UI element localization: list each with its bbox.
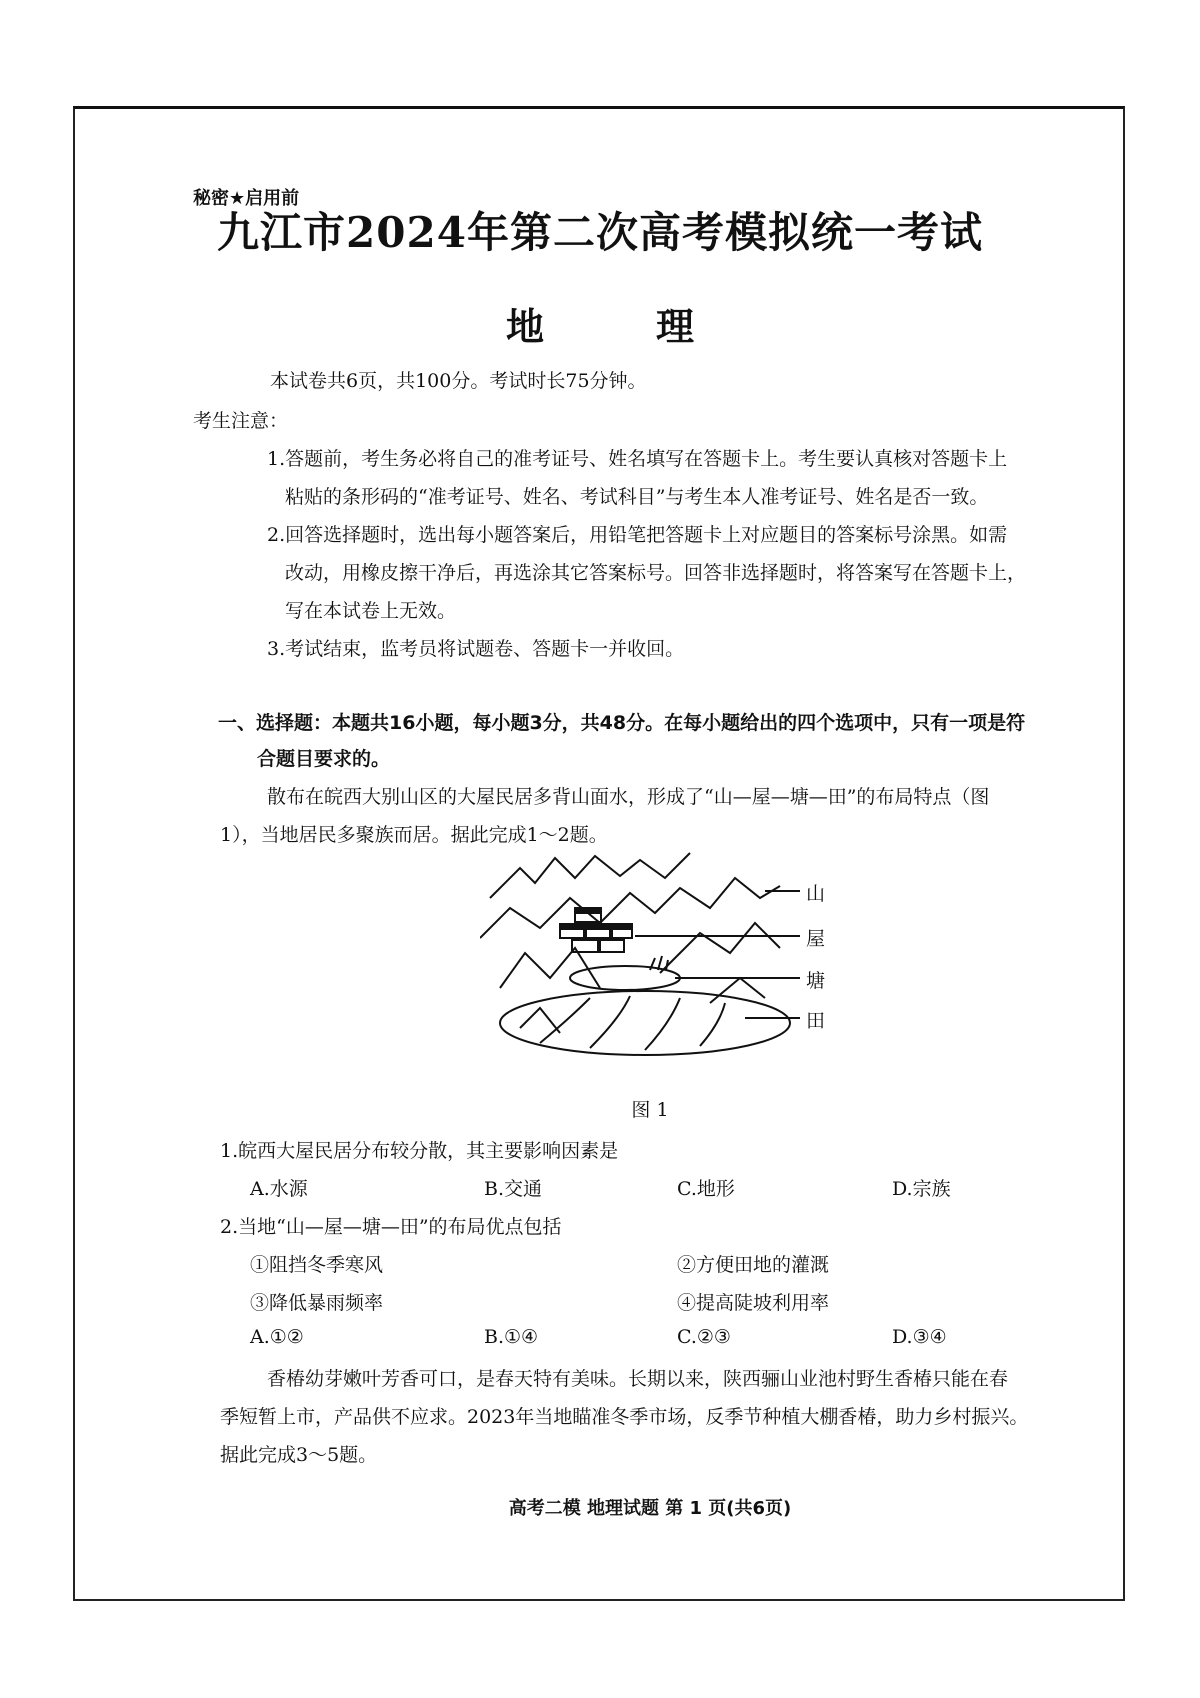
q2-item-3: ③降低暴雨频率 (250, 1292, 384, 1314)
figure-1-illustration (480, 838, 840, 1088)
exam-title: 九江市2024年第二次高考模拟统一考试 (217, 208, 983, 257)
pond (570, 966, 680, 990)
section-heading: 一、选择题：本题共16小题，每小题3分，共48分。在每小题给出的四个选项中，只有一项是符 (218, 712, 1026, 734)
passage-line: 1），当地居民多聚族而居。据此完成1～2题。 (220, 824, 608, 846)
passage-line: 散布在皖西大别山区的大屋民居多背山面水，形成了“山—屋—塘—田”的布局特点（图 (267, 786, 990, 808)
roof (587, 925, 609, 930)
house (600, 940, 624, 952)
question-2-stem: 2.当地“山—屋—塘—田”的布局优点包括 (220, 1216, 562, 1238)
notice-line: 粘贴的条形码的“准考证号、姓名、考试科目”与考生本人准考证号、姓名是否一致。 (285, 486, 989, 508)
notice-line: 写在本试卷上无效。 (285, 600, 457, 622)
passage-line: 季短暂上市，产品供不应求。2023年当地瞄准冬季市场，反季节种植大棚香椿，助力乡村振兴。 (220, 1406, 1029, 1428)
q2-item-4: ④提高陡坡利用率 (677, 1292, 830, 1314)
mountain-left (500, 948, 600, 988)
figure-caption: 图 1 (631, 1099, 669, 1121)
q1-option-b: B.交通 (484, 1178, 543, 1200)
roof (561, 925, 583, 930)
roof (613, 925, 631, 930)
q2-option-a: A.①② (250, 1326, 304, 1348)
subject-char-1: 地 (505, 304, 544, 349)
field (500, 991, 790, 1055)
notice-line: 1.答题前，考生务必将自己的准考证号、姓名填写在答题卡上。考生要认真核对答题卡上 (267, 448, 1008, 470)
subject-title (0, 296, 1200, 351)
label-house: 屋 (806, 928, 826, 950)
label-field: 田 (806, 1010, 826, 1032)
passage-line: 香椿幼芽嫩叶芳香可口，是春天特有美味。长期以来，陕西骊山业池村野生香椿只能在春 (267, 1368, 1009, 1390)
q2-item-2: ②方便田地的灌溉 (677, 1254, 830, 1276)
field-rows (540, 996, 725, 1050)
q1-option-a: A.水源 (250, 1178, 308, 1200)
passage-line: 据此完成3～5题。 (220, 1444, 378, 1466)
q2-option-b: B.①④ (484, 1326, 539, 1348)
notice-heading: 考生注意： (193, 410, 289, 432)
label-pond: 塘 (806, 970, 826, 992)
label-mountain: 山 (806, 883, 826, 905)
confidential-mark: 秘密★启用前 (193, 188, 300, 209)
landscape-sketch (480, 838, 840, 1088)
mountain-ridge-back (490, 853, 690, 898)
q1-option-c: C.地形 (677, 1178, 735, 1200)
page-footer: 高考二模 地理试题 第 1 页(共6页) (508, 1498, 792, 1519)
section-heading-cont: 合题目要求的。 (257, 748, 391, 770)
subject-char-2: 理 (656, 304, 695, 349)
roof (576, 909, 600, 914)
q2-item-1: ①阻挡冬季寒风 (250, 1254, 384, 1276)
exam-intro: 本试卷共6页，共100分。考试时长75分钟。 (270, 370, 647, 392)
q2-option-c: C.②③ (677, 1326, 731, 1348)
mountain-right (660, 923, 780, 973)
notice-line: 3.考试结束，监考员将试题卷、答题卡一并收回。 (267, 638, 685, 660)
q2-option-d: D.③④ (892, 1326, 947, 1348)
notice-line: 2.回答选择题时，选出每小题答案后，用铅笔把答题卡上对应题目的答案标号涂黑。如需 (267, 524, 1008, 546)
question-1-stem: 1.皖西大屋民居分布较分散，其主要影响因素是 (220, 1140, 619, 1162)
q1-option-d: D.宗族 (892, 1178, 951, 1200)
hill-left (520, 1008, 560, 1033)
notice-line: 改动，用橡皮擦干净后，再选涂其它答案标号。回答非选择题时，将答案写在答题卡上， (285, 562, 1027, 584)
